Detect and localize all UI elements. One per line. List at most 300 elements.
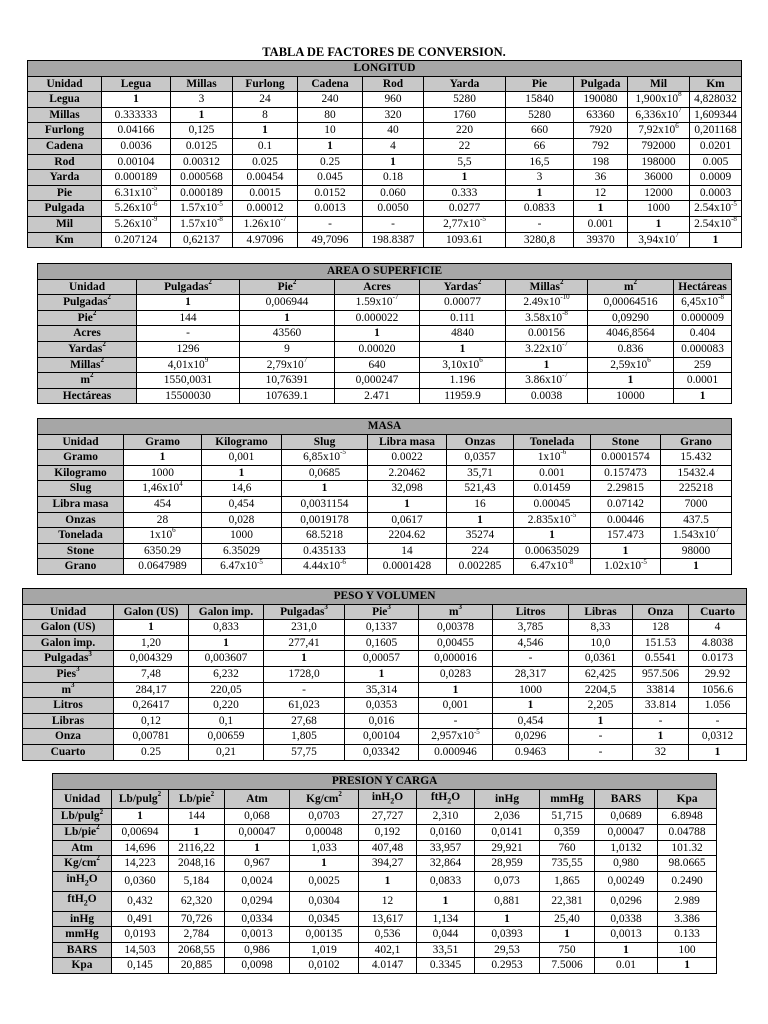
table-cell: $7,92x10^6$ (628, 123, 690, 139)
table-cell: 0,0338 (595, 911, 658, 927)
table-cell: 15.432 (661, 450, 732, 466)
table-cell: - (689, 713, 747, 729)
column-header: Unidad (38, 434, 124, 450)
row-label: Millas (28, 107, 102, 123)
table-row (38, 496, 732, 512)
table-cell: 1 (202, 465, 282, 481)
table-cell: 750 (540, 942, 595, 958)
section-title: AREA O SUPERFICIE (38, 264, 732, 280)
table-cell: 0.157473 (591, 465, 661, 481)
table-row (38, 341, 732, 357)
table-cell: 43560 (240, 326, 335, 342)
table-cell: 57,75 (264, 744, 345, 760)
table-cell: 0,00249 (595, 871, 658, 891)
table-cell: 4.97096 (233, 232, 298, 248)
table-cell: 7,48 (114, 666, 189, 682)
table-cell: 128 (633, 620, 689, 636)
column-header: Pie$^2$ (240, 279, 335, 295)
table-cell: $3,94x10^7$ (628, 232, 690, 248)
table-cell: 3 (506, 170, 574, 186)
table-cell: 224 (447, 543, 514, 559)
row-label: Pies$^3$ (23, 666, 114, 682)
table-cell: 0,0102 (290, 958, 359, 974)
column-header: mmHg (540, 789, 595, 809)
row-label: Rod (28, 154, 102, 170)
table-cell: 0.001 (574, 216, 628, 232)
table-cell: 2,036 (475, 809, 540, 825)
table-cell: 240 (298, 92, 363, 108)
column-header: $m^2$ (588, 279, 674, 295)
table-cell: 1 (264, 651, 345, 667)
table-cell: 0,001 (202, 450, 282, 466)
table-peso-volumen (22, 588, 747, 761)
table-cell: 1 (171, 107, 233, 123)
table-cell: 1 (225, 840, 290, 856)
table-cell: 0,0031154 (282, 496, 368, 512)
table-cell: 0,0353 (345, 698, 419, 714)
table-cell: 0,00694 (112, 825, 169, 841)
row-label: Pulgadas$^2$ (38, 295, 137, 311)
table-cell: 0,00455 (419, 635, 493, 651)
column-header: Unidad (28, 76, 102, 92)
row-label: Pie (28, 185, 102, 201)
table-cell: 735,55 (540, 856, 595, 872)
table-cell: 0.18 (363, 170, 424, 186)
table-cell: 0,0361 (569, 651, 633, 667)
table-cell: 1 (574, 201, 628, 217)
table-cell: 157.473 (591, 528, 661, 544)
table-cell: - (419, 713, 493, 729)
table-cell: 24 (233, 92, 298, 108)
table-cell: $4.44x10^{-6}$ (282, 559, 368, 575)
table-cell: 1 (345, 666, 419, 682)
table-cell: 11959.9 (420, 388, 506, 404)
table-cell: 0.07142 (591, 496, 661, 512)
table-cell: 1,033 (290, 840, 359, 856)
column-header: Kilogramo (202, 434, 282, 450)
table-cell: 1 (233, 123, 298, 139)
table-cell: 1 (540, 927, 595, 943)
column-header: Hectáreas (674, 279, 732, 295)
table-cell: 1728,0 (264, 666, 345, 682)
table-cell: 0,0019178 (282, 512, 368, 528)
row-label: inHg (53, 911, 112, 927)
row-label: Cadena (28, 138, 102, 154)
table-cell: 0.333 (424, 185, 506, 201)
table-cell: 1 (506, 185, 574, 201)
table-cell: 29,53 (475, 942, 540, 958)
row-label: Cuarto (23, 744, 114, 760)
table-cell: 0,145 (112, 958, 169, 974)
column-header: Unidad (53, 789, 112, 809)
table-cell: 0.0001428 (368, 559, 447, 575)
table-cell: 640 (335, 357, 420, 373)
column-header: Millas (171, 76, 233, 92)
column-header: inH$_2$O (359, 789, 417, 809)
table-cell: 0,00104 (345, 729, 419, 745)
table-cell: 0.435133 (282, 543, 368, 559)
table-cell: 0,00659 (189, 729, 264, 745)
table-cell: $1x10^6$ (124, 528, 202, 544)
table-cell: 5280 (506, 107, 574, 123)
table-cell: 12 (574, 185, 628, 201)
table-cell: 0,0024 (225, 871, 290, 891)
table-cell: 2116,22 (169, 840, 225, 856)
table-cell: 0,454 (493, 713, 569, 729)
table-cell: 1.056 (689, 698, 747, 714)
table-row (28, 138, 742, 154)
table-cell: 0,454 (202, 496, 282, 512)
table-cell: 0,001 (419, 698, 493, 714)
table-row (23, 651, 747, 667)
table-cell: 1 (102, 92, 171, 108)
row-label: Gramo (38, 450, 124, 466)
table-cell: $1.57x10^{-5}$ (171, 201, 233, 217)
table-cell: 1 (189, 635, 264, 651)
table-cell: $3.22x10^{-7}$ (506, 341, 588, 357)
table-cell: 0.00454 (233, 170, 298, 186)
table-cell: $6,85x10^{-5}$ (282, 450, 368, 466)
table-cell: 1550,0031 (137, 373, 240, 389)
column-header: Yarda (424, 76, 506, 92)
table-cell: 15840 (506, 92, 574, 108)
table-cell: 0.0647989 (124, 559, 202, 575)
table-cell: 0,0703 (290, 809, 359, 825)
row-label: Lb/pie$^2$ (53, 825, 112, 841)
table-cell: 0.0833 (506, 201, 574, 217)
table-cell: 100 (658, 942, 717, 958)
table-cell: 1 (475, 911, 540, 927)
table-cell: - (298, 216, 363, 232)
table-cell: 2,310 (417, 809, 475, 825)
row-label: Furlong (28, 123, 102, 139)
table-cell: 437.5 (661, 512, 732, 528)
table-cell: 0,26417 (114, 698, 189, 714)
column-header: Furlong (233, 76, 298, 92)
column-header: Libras (569, 604, 633, 620)
table-cell: 1 (137, 295, 240, 311)
table-cell: 0,0689 (595, 809, 658, 825)
row-label: Grano (38, 559, 124, 575)
table-cell: 0,0833 (417, 871, 475, 891)
table-cell: 4,828032 (690, 92, 742, 108)
table-cell: 16,5 (506, 154, 574, 170)
table-row (53, 825, 717, 841)
table-cell: 1 (595, 942, 658, 958)
table-cell: 1 (290, 856, 359, 872)
table-cell: 0,073 (475, 871, 540, 891)
row-label: Millas$^2$ (38, 357, 137, 373)
table-cell: 33,51 (417, 942, 475, 958)
table-cell: $1,46x10^4$ (124, 481, 202, 497)
table-cell: 63360 (574, 107, 628, 123)
table-cell: 8 (233, 107, 298, 123)
table-cell: 0,192 (359, 825, 417, 841)
table-cell: 35274 (447, 528, 514, 544)
table-cell: 0,004329 (114, 651, 189, 667)
table-cell: 5280 (424, 92, 506, 108)
table-cell: 4046,8564 (588, 326, 674, 342)
table-cell: 10 (298, 123, 363, 139)
table-cell: $3.58x10^{-8}$ (506, 310, 588, 326)
table-cell: 0.000946 (419, 744, 493, 760)
column-header: Unidad (38, 279, 137, 295)
column-header: BARS (595, 789, 658, 809)
table-cell: $6,45x10^{-8}$ (674, 295, 732, 311)
table-cell: 2204.62 (368, 528, 447, 544)
row-label: Pie$^2$ (38, 310, 137, 326)
table-cell: 0,0360 (112, 871, 169, 891)
section-title: MASA (38, 419, 732, 435)
table-cell: 0,0296 (595, 891, 658, 911)
table-row (23, 729, 747, 745)
column-header: Yardas$^2$ (420, 279, 506, 295)
table-cell: 1 (419, 682, 493, 698)
table-cell: 320 (363, 107, 424, 123)
table-cell: 0.00012 (233, 201, 298, 217)
table-cell: $3.86x10^{-7}$ (506, 373, 588, 389)
table-cell: 40 (363, 123, 424, 139)
table-cell: 1,0132 (595, 840, 658, 856)
table-cell: 0,967 (225, 856, 290, 872)
table-cell: 22 (424, 138, 506, 154)
table-cell: 1000 (202, 528, 282, 544)
table-cell: 521,43 (447, 481, 514, 497)
table-cell: - (569, 744, 633, 760)
table-cell: 0,986 (225, 942, 290, 958)
table-cell: 1056.6 (689, 682, 747, 698)
table-cell: 2,784 (169, 927, 225, 943)
table-cell: 61,023 (264, 698, 345, 714)
table-cell: 0.0038 (506, 388, 588, 404)
table-cell: 0.0013 (298, 201, 363, 217)
table-cell: 1 (447, 512, 514, 528)
row-label: Libras (23, 713, 114, 729)
table-cell: $1x10^{-6}$ (514, 450, 591, 466)
row-label: Pulgadas$^3$ (23, 651, 114, 667)
table-presion-carga (52, 773, 717, 974)
table-cell: 231,0 (264, 620, 345, 636)
table-row (28, 232, 742, 248)
table-cell: 7.5006 (540, 958, 595, 974)
table-cell: 16 (447, 496, 514, 512)
table-cell: - (264, 682, 345, 698)
column-header: Pulgadas$^3$ (264, 604, 345, 620)
table-cell: 25,40 (540, 911, 595, 927)
table-cell: 1093.61 (424, 232, 506, 248)
table-cell: 32,864 (417, 856, 475, 872)
table-cell: $6.47x10^{-8}$ (514, 559, 591, 575)
table-cell: 0,1 (189, 713, 264, 729)
table-cell: 792 (574, 138, 628, 154)
table-cell: 1 (690, 232, 742, 248)
table-cell: 39370 (574, 232, 628, 248)
table-cell: 0,201168 (690, 123, 742, 139)
table-cell: 0.060 (363, 185, 424, 201)
header-row (53, 789, 717, 809)
table-cell: 1,20 (114, 635, 189, 651)
section-title: PESO Y VOLUMEN (23, 589, 747, 605)
column-header: Lb/pie$^2$ (169, 789, 225, 809)
table-cell: - (137, 326, 240, 342)
column-header: Gramo (124, 434, 202, 450)
table-cell: 2.29815 (591, 481, 661, 497)
table-cell: 0.2490 (658, 871, 717, 891)
row-label: Stone (38, 543, 124, 559)
table-cell: 4840 (420, 326, 506, 342)
table-cell: 198.8387 (363, 232, 424, 248)
table-cell: 144 (169, 809, 225, 825)
table-cell: 62,320 (169, 891, 225, 911)
column-header: Lb/pulg$^2$ (112, 789, 169, 809)
table-cell: 0,491 (112, 911, 169, 927)
column-header: Litros (493, 604, 569, 620)
header-row (38, 279, 732, 295)
table-cell: 0.3345 (417, 958, 475, 974)
column-header: Stone (591, 434, 661, 450)
table-cell: - (569, 729, 633, 745)
table-cell: 35,314 (345, 682, 419, 698)
table-cell: 0,12 (114, 713, 189, 729)
table-cell: 1 (282, 481, 368, 497)
table-row (38, 373, 732, 389)
table-cell: 1 (363, 154, 424, 170)
row-label: $m^3$ (23, 682, 114, 698)
row-label: BARS (53, 942, 112, 958)
table-cell: 1 (658, 958, 717, 974)
table-cell: 0.002285 (447, 559, 514, 575)
table-cell: 80 (298, 107, 363, 123)
table-cell: 0,0334 (225, 911, 290, 927)
table-cell: 1 (506, 357, 588, 373)
table-cell: 68.5218 (282, 528, 368, 544)
row-label: Kilogramo (38, 465, 124, 481)
table-cell: 0.000189 (171, 185, 233, 201)
table-cell: 3.386 (658, 911, 717, 927)
column-header: $Kg/cm^2$ (290, 789, 359, 809)
table-row (38, 481, 732, 497)
table-cell: 1 (514, 528, 591, 544)
table-cell: $2.54x10^{-8}$ (690, 216, 742, 232)
table-cell: $4,01x10^9$ (137, 357, 240, 373)
row-label: inH$_2$O (53, 871, 112, 891)
table-cell: 760 (540, 840, 595, 856)
column-header: Pie (506, 76, 574, 92)
table-cell: 1 (114, 620, 189, 636)
table-cell: 0,432 (112, 891, 169, 911)
table-cell: 0,00064516 (588, 295, 674, 311)
table-cell: $6,336x10^7$ (628, 107, 690, 123)
table-row (38, 326, 732, 342)
column-header: Mil (628, 76, 690, 92)
row-label: Galon imp. (23, 635, 114, 651)
table-cell: 0,09290 (588, 310, 674, 326)
table-cell: 32,098 (368, 481, 447, 497)
table-row (23, 713, 747, 729)
row-label: Slug (38, 481, 124, 497)
table-cell: 35,71 (447, 465, 514, 481)
table-cell: 3,785 (493, 620, 569, 636)
table-cell: 1 (674, 388, 732, 404)
table-cell: 0,0160 (417, 825, 475, 841)
column-header: Pulgadas$^2$ (137, 279, 240, 295)
table-cell: 0.0001 (674, 373, 732, 389)
table-cell: 13,617 (359, 911, 417, 927)
table-cell: - (506, 216, 574, 232)
table-row (28, 185, 742, 201)
table-cell: 49,7096 (298, 232, 363, 248)
table-cell: 15500030 (137, 388, 240, 404)
table-cell: 22,381 (540, 891, 595, 911)
table-cell: $1.543x10^7$ (661, 528, 732, 544)
table-cell: 198000 (628, 154, 690, 170)
table-cell: $2.835x10^{-5}$ (514, 512, 591, 528)
table-longitud (27, 60, 742, 248)
table-cell: 0,00048 (290, 825, 359, 841)
table-row (53, 840, 717, 856)
row-label: Galon (US) (23, 620, 114, 636)
table-cell: 960 (363, 92, 424, 108)
table-cell: 0,03342 (345, 744, 419, 760)
table-cell: 3 (171, 92, 233, 108)
row-label: Libra masa (38, 496, 124, 512)
table-cell: 0,1605 (345, 635, 419, 651)
row-label: $m^2$ (38, 373, 137, 389)
row-label: mmHg (53, 927, 112, 943)
table-cell: 7000 (661, 496, 732, 512)
table-cell: 10000 (588, 388, 674, 404)
table-cell: 0.0003 (690, 185, 742, 201)
table-row (38, 388, 732, 404)
row-label: Atm (53, 840, 112, 856)
table-cell: 98.0665 (658, 856, 717, 872)
section-title: LONGITUD (28, 61, 742, 77)
header-row (23, 604, 747, 620)
table-cell: 5,5 (424, 154, 506, 170)
table-cell: $2,957x10^{-5}$ (419, 729, 493, 745)
table-cell: 1 (335, 326, 420, 342)
column-header: Cuarto (689, 604, 747, 620)
table-cell: 454 (124, 496, 202, 512)
table-cell: 2.989 (658, 891, 717, 911)
table-cell: $2.49x10^{-10}$ (506, 295, 588, 311)
table-cell: - (493, 651, 569, 667)
table-cell: 0,0283 (419, 666, 493, 682)
table-cell: 0.0009 (690, 170, 742, 186)
table-cell: 1 (689, 744, 747, 760)
table-cell: 0.000009 (674, 310, 732, 326)
table-cell: 0.1 (233, 138, 298, 154)
column-header: Tonelada (514, 434, 591, 450)
table-cell: 28,959 (475, 856, 540, 872)
table-cell: 0.00104 (102, 154, 171, 170)
table-cell: 0,000247 (335, 373, 420, 389)
table-cell: 0,980 (595, 856, 658, 872)
table-cell: 32 (633, 744, 689, 760)
table-row (23, 620, 747, 636)
table-cell: - (633, 713, 689, 729)
table-cell: 0.025 (233, 154, 298, 170)
row-label: Acres (38, 326, 137, 342)
table-row (53, 891, 717, 911)
column-header: Libra masa (368, 434, 447, 450)
table-cell: 1760 (424, 107, 506, 123)
table-cell: 0.333333 (102, 107, 171, 123)
table-cell: 101.32 (658, 840, 717, 856)
table-cell: 2.471 (335, 388, 420, 404)
table-cell: 0,00047 (225, 825, 290, 841)
table-cell: 36000 (628, 170, 690, 186)
